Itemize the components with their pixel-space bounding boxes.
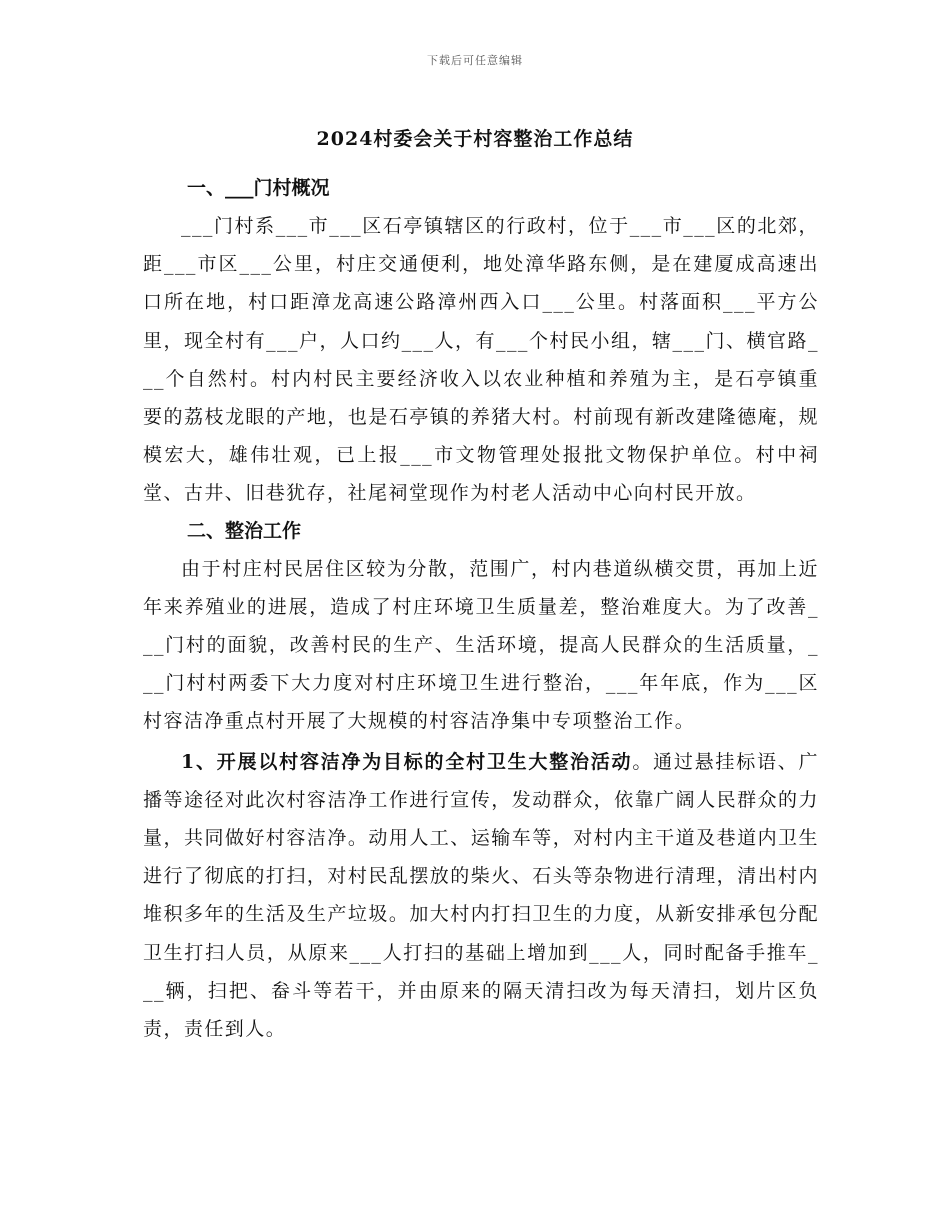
document-title: 2024村委会关于村容整治工作总结	[316, 128, 634, 150]
section-heading-rectification: 二、整治工作	[187, 519, 302, 542]
download-watermark: 下载后可任意编辑	[427, 54, 523, 67]
section-heading-overview: 一、___门村概况	[187, 177, 330, 199]
item-1-lead: 1、开展以村容洁净为目标的全村卫生大整治活动	[181, 750, 633, 773]
item-1-paragraph	[143, 743, 819, 1049]
item-1-body: 。通过悬挂标语、广播等途径对此次村容洁净工作进行宣传，发动群众，依靠广阔人民群众的力量，共同做好村容洁净。动用人工、运输车等，对村内主干道及巷道内卫生进行了彻底的打扫，对村民乱摆放的柴火、石头等杂物进行清理，清出村内堆积多年的生活及生产垃圾。加大村内打扫卫生的力度，从新安排承包分配卫生打扫人员，从原来___人打扫的基础上增加到___人，同时配备手推车___辆，扫把、畚斗等若干，并由原来的隔天清扫改为每天清扫，划片区负责，责任到人。	[143, 750, 819, 1041]
rectification-paragraph: 由于村庄村民居住区较为分散，范围广，村内巷道纵横交贯，再加上近年来养殖业的进展，造成了村庄环境卫生质量差，整治难度大。为了改善___门村的面貌，改善村民的生产、生活环境，提高人民群众的生活质量，___门村村两委下大力度对村庄环境卫生进行整治，___年年底，作为___区村容洁净重点村开展了大规模的村容洁净集中专项整治工作。	[143, 557, 819, 733]
overview-paragraph: ___门村系___市___区石亭镇辖区的行政村，位于___市___区的北郊，距___市区___公里，村庄交通便利，地处漳华路东侧，是在建厦成高速出口所在地，村口距漳龙高速公路漳州西入口___公里。村落面积___平方公里，现全村有___户，人口约___人，有___个村民小组，辖___门、横官路___个自然村。村内村民主要经济收入以农业种植和养殖为主，是石亭镇重要的荔枝龙眼的产地，也是石亭镇的养猪大村。村前现有新改建隆德庵，规模宏大，雄伟壮观，已上报___市文物管理处报批文物保护单位。村中祠堂、古井、旧巷犹存，社尾祠堂现作为村老人活动中心向村民开放。	[143, 215, 819, 505]
document-body	[143, 170, 819, 1048]
